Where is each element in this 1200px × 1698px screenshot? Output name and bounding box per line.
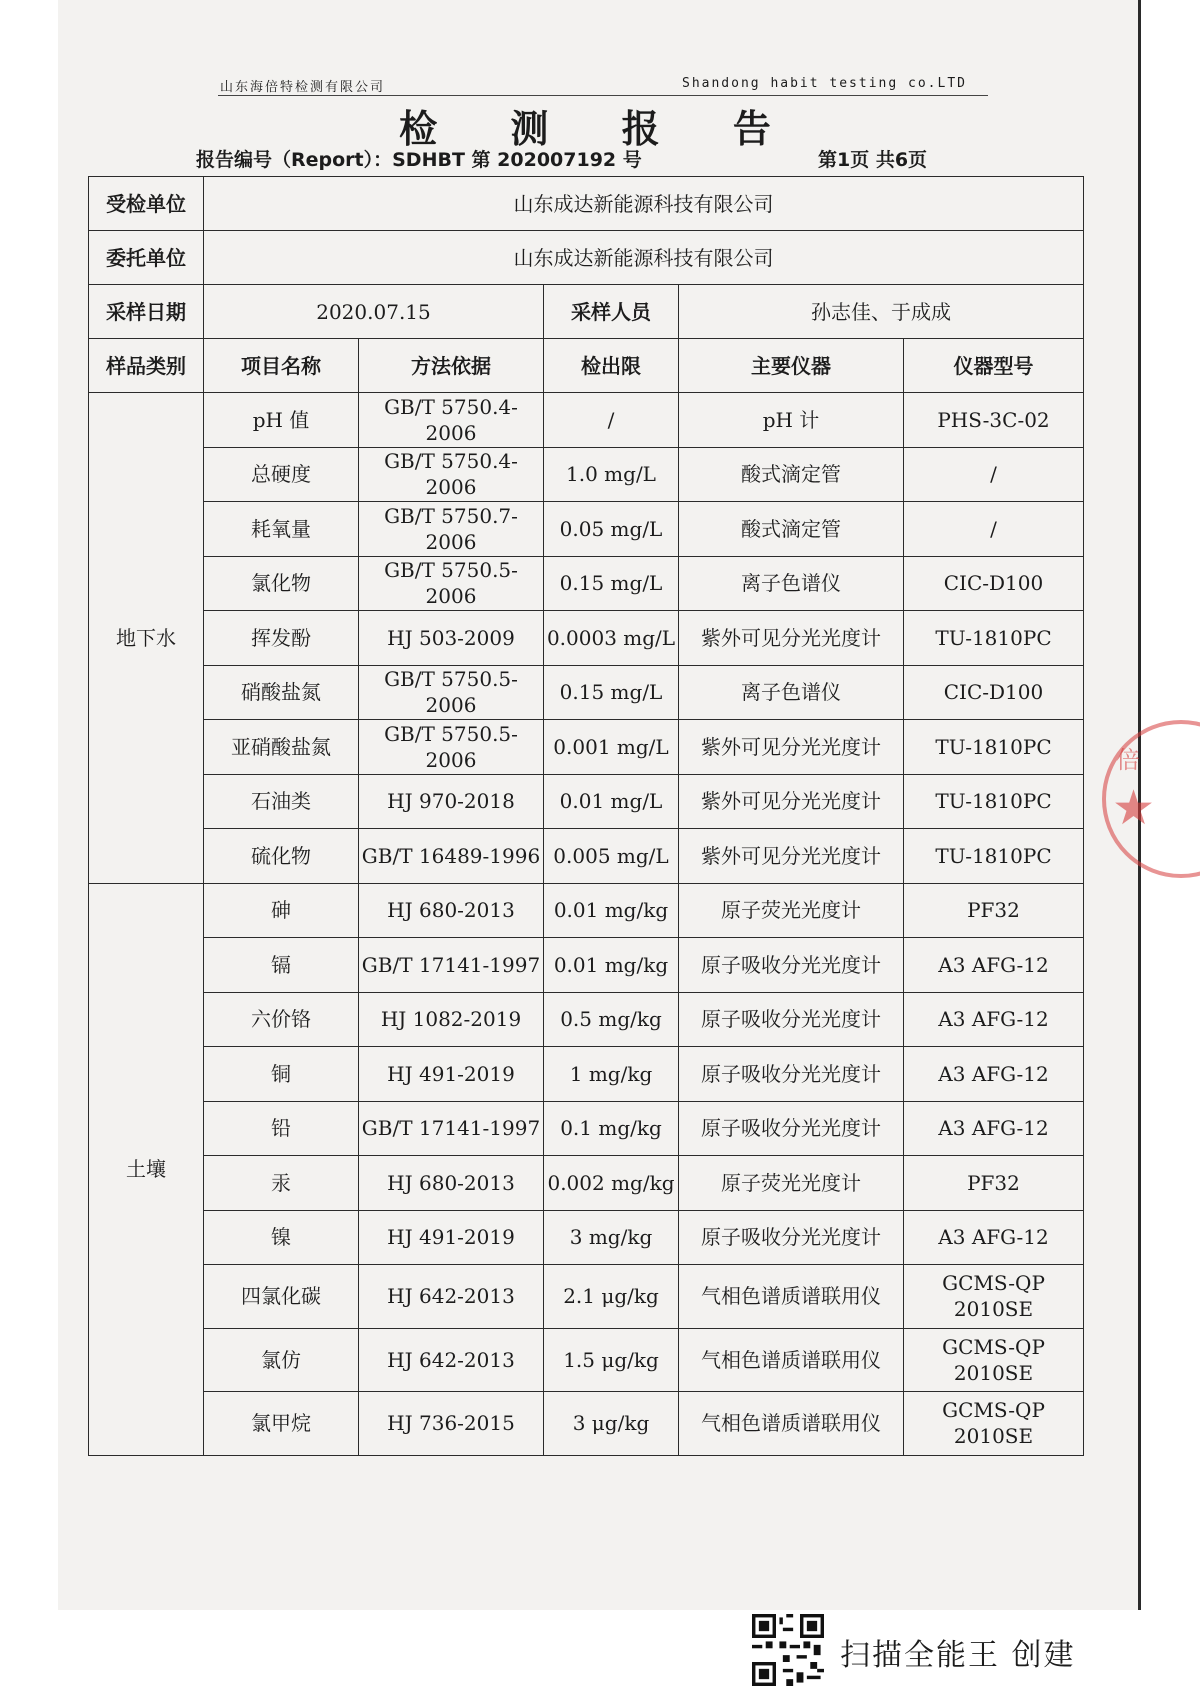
- column-header: 方法依据: [359, 339, 544, 393]
- seal-star-icon: ★: [1112, 780, 1156, 836]
- instrument-cell: 原子荧光光度计: [679, 1156, 904, 1211]
- sampler-label: 采样人员: [544, 285, 679, 339]
- sampling-date-value: 2020.07.15: [204, 285, 544, 339]
- instrument-model-cell: CIC-D100: [904, 556, 1084, 611]
- table-row: [89, 447, 1084, 502]
- table-row: [89, 502, 1084, 557]
- sampling-row: [89, 285, 1084, 339]
- detection-limit-cell: 0.5 mg/kg: [544, 992, 679, 1047]
- page-number: 第1页 共6页: [818, 149, 928, 171]
- item-name-cell: 砷: [204, 883, 359, 938]
- instrument-model-cell: TU-1810PC: [904, 829, 1084, 884]
- table-row: [89, 1265, 1084, 1329]
- method-cell: HJ 642-2013: [359, 1328, 544, 1392]
- item-name-cell: 六价铬: [204, 992, 359, 1047]
- table-row: [89, 1101, 1084, 1156]
- instrument-cell: 气相色谱质谱联用仪: [679, 1392, 904, 1456]
- detection-limit-cell: 1.5 μg/kg: [544, 1328, 679, 1392]
- method-cell: GB/T 5750.4-2006: [359, 447, 544, 502]
- report-table: [88, 176, 1084, 1456]
- instrument-cell: 原子吸收分光光度计: [679, 1101, 904, 1156]
- table-row: [89, 774, 1084, 829]
- table-row: [89, 1047, 1084, 1102]
- instrument-model-cell: PHS-3C-02: [904, 393, 1084, 448]
- detection-limit-cell: 0.002 mg/kg: [544, 1156, 679, 1211]
- method-cell: GB/T 5750.5-2006: [359, 665, 544, 720]
- qr-code-icon: [752, 1614, 824, 1686]
- method-cell: GB/T 17141-1997: [359, 1101, 544, 1156]
- instrument-model-cell: GCMS-QP 2010SE: [904, 1265, 1084, 1329]
- client-unit-label: 委托单位: [89, 231, 204, 285]
- column-header: 检出限: [544, 339, 679, 393]
- detection-limit-cell: 3 mg/kg: [544, 1210, 679, 1265]
- detection-limit-cell: 0.01 mg/L: [544, 774, 679, 829]
- item-name-cell: 氯化物: [204, 556, 359, 611]
- instrument-cell: 原子吸收分光光度计: [679, 1210, 904, 1265]
- column-header: 主要仪器: [679, 339, 904, 393]
- method-cell: GB/T 5750.4-2006: [359, 393, 544, 448]
- instrument-model-cell: /: [904, 502, 1084, 557]
- item-name-cell: 亚硝酸盐氮: [204, 720, 359, 775]
- table-row: [89, 665, 1084, 720]
- seal-text: 倍: [1116, 746, 1140, 774]
- instrument-model-cell: A3 AFG-12: [904, 1101, 1084, 1156]
- method-cell: HJ 680-2013: [359, 883, 544, 938]
- item-name-cell: 镍: [204, 1210, 359, 1265]
- item-name-cell: 铅: [204, 1101, 359, 1156]
- instrument-model-cell: TU-1810PC: [904, 774, 1084, 829]
- method-cell: HJ 736-2015: [359, 1392, 544, 1456]
- table-row: [89, 938, 1084, 993]
- item-name-cell: 氯仿: [204, 1328, 359, 1392]
- method-cell: GB/T 16489-1996: [359, 829, 544, 884]
- table-row: [89, 720, 1084, 775]
- method-cell: GB/T 5750.7-2006: [359, 502, 544, 557]
- instrument-cell: 紫外可见分光光度计: [679, 774, 904, 829]
- table-row: [89, 829, 1084, 884]
- method-cell: HJ 491-2019: [359, 1210, 544, 1265]
- instrument-model-cell: A3 AFG-12: [904, 1047, 1084, 1102]
- item-name-cell: 氯甲烷: [204, 1392, 359, 1456]
- table-row: [89, 992, 1084, 1047]
- detection-limit-cell: 0.0003 mg/L: [544, 611, 679, 666]
- instrument-model-cell: /: [904, 447, 1084, 502]
- scanner-watermark-label: 扫描全能王 创建: [840, 1638, 1076, 1673]
- instrument-cell: 紫外可见分光光度计: [679, 829, 904, 884]
- instrument-cell: 气相色谱质谱联用仪: [679, 1328, 904, 1392]
- detection-limit-cell: 0.05 mg/L: [544, 502, 679, 557]
- column-header: 样品类别: [89, 339, 204, 393]
- instrument-cell: 紫外可见分光光度计: [679, 720, 904, 775]
- report-number: 报告编号（Report）：SDHBT 第 202007192 号: [196, 149, 642, 171]
- table-row: [89, 1156, 1084, 1211]
- item-name-cell: 硫化物: [204, 829, 359, 884]
- header-rule: [218, 95, 988, 96]
- item-name-cell: 硝酸盐氮: [204, 665, 359, 720]
- detection-limit-cell: 0.15 mg/L: [544, 556, 679, 611]
- column-header: 仪器型号: [904, 339, 1084, 393]
- table-row: [89, 611, 1084, 666]
- item-name-cell: pH 值: [204, 393, 359, 448]
- detection-limit-cell: 0.1 mg/kg: [544, 1101, 679, 1156]
- item-name-cell: 汞: [204, 1156, 359, 1211]
- detection-limit-cell: 0.01 mg/kg: [544, 883, 679, 938]
- method-cell: GB/T 5750.5-2006: [359, 556, 544, 611]
- instrument-model-cell: A3 AFG-12: [904, 1210, 1084, 1265]
- instrument-cell: 离子色谱仪: [679, 665, 904, 720]
- company-name-en: Shandong habit testing co.LTD: [682, 76, 967, 91]
- instrument-cell: 原子吸收分光光度计: [679, 1047, 904, 1102]
- instrument-cell: 原子荧光光度计: [679, 883, 904, 938]
- instrument-cell: 气相色谱质谱联用仪: [679, 1265, 904, 1329]
- sample-category-cell: 土壤: [89, 883, 204, 1455]
- instrument-model-cell: PF32: [904, 883, 1084, 938]
- detection-limit-cell: 0.15 mg/L: [544, 665, 679, 720]
- instrument-model-cell: GCMS-QP 2010SE: [904, 1392, 1084, 1456]
- item-name-cell: 四氯化碳: [204, 1265, 359, 1329]
- instrument-model-cell: GCMS-QP 2010SE: [904, 1328, 1084, 1392]
- column-header: 项目名称: [204, 339, 359, 393]
- table-row: [89, 393, 1084, 448]
- detection-limit-cell: 2.1 μg/kg: [544, 1265, 679, 1329]
- method-cell: HJ 491-2019: [359, 1047, 544, 1102]
- instrument-cell: 离子色谱仪: [679, 556, 904, 611]
- column-header-row: [89, 339, 1084, 393]
- inspected-unit-label: 受检单位: [89, 177, 204, 231]
- method-cell: GB/T 5750.5-2006: [359, 720, 544, 775]
- method-cell: HJ 642-2013: [359, 1265, 544, 1329]
- table-row: [89, 883, 1084, 938]
- item-name-cell: 挥发酚: [204, 611, 359, 666]
- detection-limit-cell: 1.0 mg/L: [544, 447, 679, 502]
- client-unit-value: 山东成达新能源科技有限公司: [204, 231, 1084, 285]
- item-name-cell: 镉: [204, 938, 359, 993]
- sampler-value: 孙志佳、于成成: [679, 285, 1084, 339]
- report-title: 检 测 报 告: [399, 107, 801, 151]
- item-name-cell: 铜: [204, 1047, 359, 1102]
- item-name-cell: 石油类: [204, 774, 359, 829]
- detection-limit-cell: 1 mg/kg: [544, 1047, 679, 1102]
- instrument-cell: 原子吸收分光光度计: [679, 938, 904, 993]
- sample-category-cell: 地下水: [89, 393, 204, 884]
- method-cell: HJ 503-2009: [359, 611, 544, 666]
- sampling-date-label: 采样日期: [89, 285, 204, 339]
- instrument-model-cell: TU-1810PC: [904, 720, 1084, 775]
- instrument-model-cell: A3 AFG-12: [904, 938, 1084, 993]
- table-row: [89, 1328, 1084, 1392]
- company-name-cn: 山东海倍特检测有限公司: [220, 80, 386, 95]
- item-name-cell: 耗氧量: [204, 502, 359, 557]
- method-cell: HJ 970-2018: [359, 774, 544, 829]
- detection-limit-cell: 3 μg/kg: [544, 1392, 679, 1456]
- detection-limit-cell: 0.005 mg/L: [544, 829, 679, 884]
- inspected-unit-value: 山东成达新能源科技有限公司: [204, 177, 1084, 231]
- detection-limit-cell: 0.001 mg/L: [544, 720, 679, 775]
- table-row: [89, 1392, 1084, 1456]
- item-name-cell: 总硬度: [204, 447, 359, 502]
- instrument-model-cell: CIC-D100: [904, 665, 1084, 720]
- instrument-model-cell: TU-1810PC: [904, 611, 1084, 666]
- method-cell: HJ 1082-2019: [359, 992, 544, 1047]
- instrument-model-cell: A3 AFG-12: [904, 992, 1084, 1047]
- instrument-cell: pH 计: [679, 393, 904, 448]
- instrument-cell: 酸式滴定管: [679, 447, 904, 502]
- instrument-cell: 紫外可见分光光度计: [679, 611, 904, 666]
- method-cell: HJ 680-2013: [359, 1156, 544, 1211]
- inspected-unit-row: [89, 177, 1084, 231]
- detection-limit-cell: /: [544, 393, 679, 448]
- table-row: [89, 1210, 1084, 1265]
- instrument-cell: 原子吸收分光光度计: [679, 992, 904, 1047]
- table-row: [89, 556, 1084, 611]
- instrument-cell: 酸式滴定管: [679, 502, 904, 557]
- detection-limit-cell: 0.01 mg/kg: [544, 938, 679, 993]
- client-unit-row: [89, 231, 1084, 285]
- instrument-model-cell: PF32: [904, 1156, 1084, 1211]
- method-cell: GB/T 17141-1997: [359, 938, 544, 993]
